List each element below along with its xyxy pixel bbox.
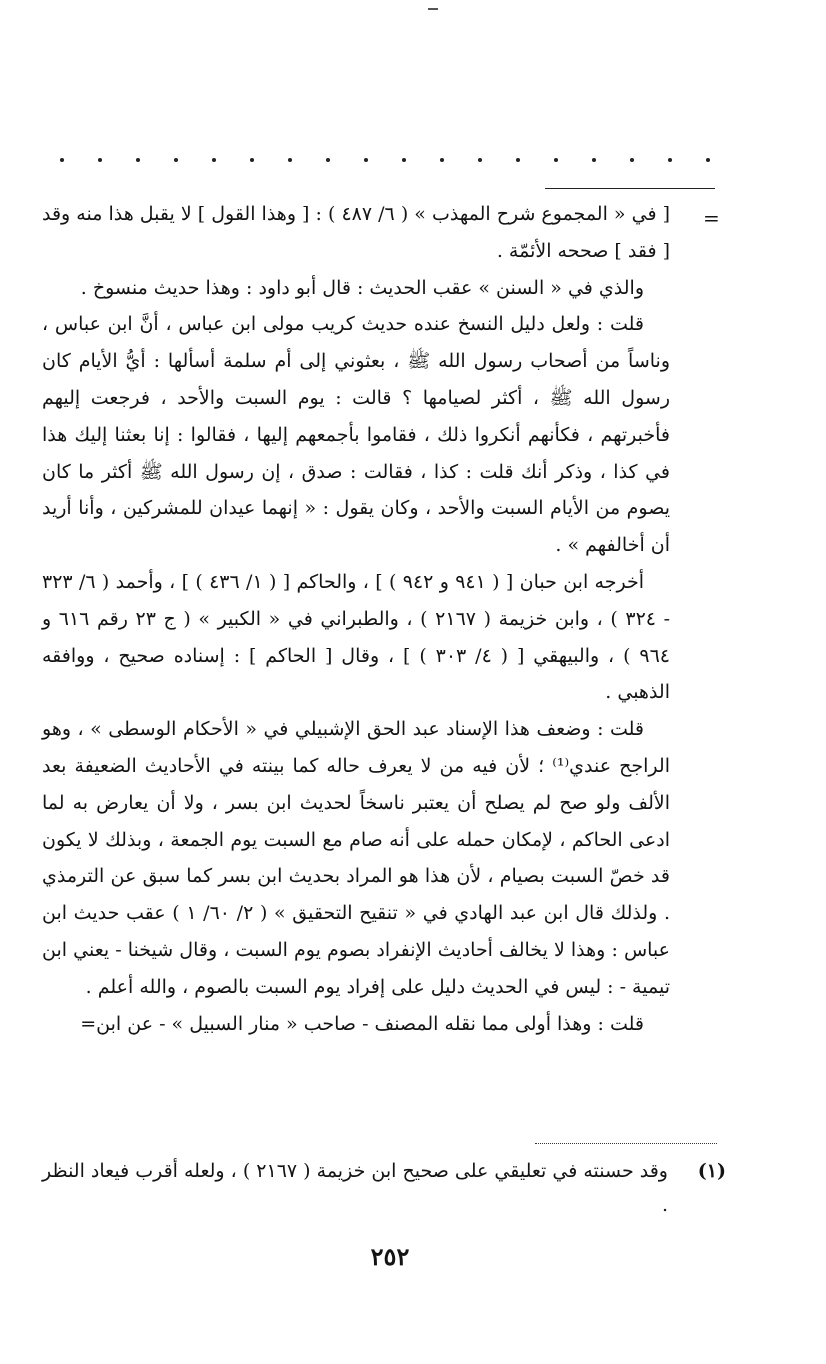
separator-dots [60, 150, 710, 170]
footnote-text: وقد حسنته في تعليقي على صحيح ابن خزيمة ( ٢١٦٧ ) ، ولعله أقرب فيعاد النظر . [42, 1160, 668, 1216]
scan-mark [428, 8, 438, 10]
separator-dot [364, 158, 368, 162]
separator-dot [592, 158, 596, 162]
paragraph-1: [ في « المجموع شرح المهذب » ( ٦/ ٤٨٧ ) : [ وهذا القول ] لا يقبل هذا منه وقد [ فقد ] صححه الأئمّة . [42, 203, 670, 262]
separator-dot [174, 158, 178, 162]
separator-dot [440, 158, 444, 162]
separator-dot [60, 158, 64, 162]
header-rule [545, 188, 715, 189]
paragraph-2: والذي في « السنن » عقب الحديث : قال أبو داود : وهذا حديث منسوخ . [80, 276, 644, 299]
separator-dot [402, 158, 406, 162]
separator-dot [668, 158, 672, 162]
separator-dot [326, 158, 330, 162]
main-text [42, 196, 670, 1042]
continuation-mark: = [703, 206, 720, 230]
paragraph-6: قلت : وهذا أولى مما نقله المصنف - صاحب « منار السبيل » - عن ابن= [80, 1012, 644, 1035]
paragraph-5: قلت : وضعف هذا الإسناد عبد الحق الإشبيلي في « الأحكام الوسطى » ، وهو الراجح عندي⁽¹⁾ ؛ لأن فيه من لا يعرف حاله كما بينته في الأحاديث الضعيفة بعد الألف ولو صح لم يصلح أن يعتبر ناسخاً لحديث ابن بسر ، ولا أن يعارض به لما ادعى الحاكم ، لإمكان حمله على أنه صام مع السبت يوم الجمعة ، وبذلك لا يكون قد خصّ السبت بصيام ، لأن هذا هو المراد بحديث ابن بسر كما سبق عن الترمذي . ولذلك قال ابن عبد الهادي في « تنقيح التحقيق » ( ٢/ ٦٠/ ١ ) عقب حديث ابن عباس : وهذا لا يخالف أحاديث الإنفراد بصوم يوم السبت ، وقال شيخنا - يعني ابن تيمية - : ليس في الحديث دليل على إفراد يوم السبت بالصوم ، والله أعلم . [42, 718, 671, 998]
paragraph-4: أخرجه ابن حبان [ ( ٩٤١ و ٩٤٢ ) ] ، والحاكم [ ( ١/ ٤٣٦ ) ] ، وأحمد ( ٦/ ٣٢٣ - ٣٢٤ ) ، وابن خزيمة ( ٢١٦٧ ) ، والطبراني في « الكبير » ( ج ٢٣ رقم ٦١٦ و ٩٦٤ ) ، والبيهقي [ ( ٤/ ٣٠٣ ) ] ، وقال [ الحاكم ] : إسناده صحيح ، ووافقه الذهبي . [42, 570, 671, 704]
separator-dot [554, 158, 558, 162]
separator-dot [136, 158, 140, 162]
separator-dot [478, 158, 482, 162]
separator-dot [516, 158, 520, 162]
separator-dot [706, 158, 710, 162]
separator-dot [250, 158, 254, 162]
separator-dot [212, 158, 216, 162]
separator-dot [630, 158, 634, 162]
paragraph-3: قلت : ولعل دليل النسخ عنده حديث كريب مولى ابن عباس ، أنَّ ابن عباس ، وناساً من أصحاب رسول الله ﷺ ، بعثوني إلى أم سلمة أسألها : أيُّ الأيام كان رسول الله ﷺ ، أكثر لصيامها ؟ قالت : يوم السبت والأحد ، فرجعت إليهم فأخبرتهم ، فكأنهم أنكروا ذلك ، فقاموا بأجمعهم إليها ، فقالوا : إنا بعثنا إليك هذا في كذا ، وذكر أنك قلت : كذا ، فقالت : صدق ، إن رسول الله ﷺ أكثر ما كان يصوم من الأيام السبت والأحد ، وكان يقول : « إنهما عيدان للمشركين ، وأنا أريد أن أخالفهم » . [42, 313, 670, 557]
page-number: ٢٥٢ [370, 1242, 410, 1271]
footnote-number: (١) [697, 1160, 726, 1182]
separator-dot [288, 158, 292, 162]
footnote-rule [535, 1143, 717, 1144]
separator-dot [98, 158, 102, 162]
